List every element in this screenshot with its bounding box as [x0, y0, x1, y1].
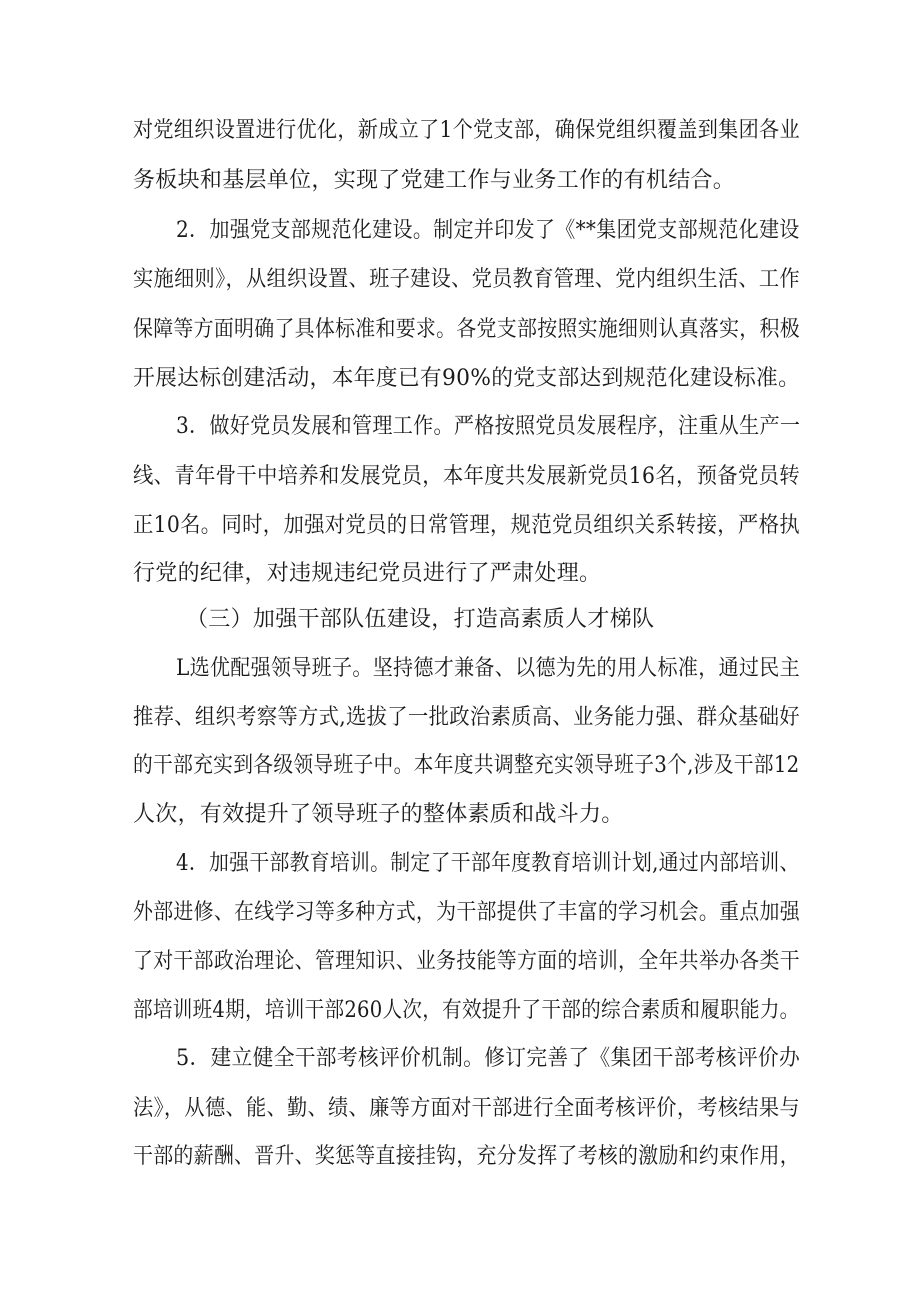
- paragraph-line: 部培训班4期，培训干部260人次，有效提升了干部的综合素质和履职能力。: [133, 998, 800, 1023]
- paragraph-line: L选优配强领导班子。坚持德才兼备、以德为先的用人标准，通过民主: [176, 656, 800, 681]
- section-heading: （三）加强干部队伍建设，打造高素质人才梯队: [186, 607, 655, 632]
- paragraph-line: 行党的纪律，对违规违纪党员进行了严肃处理。: [133, 561, 602, 586]
- paragraph-line: 3．做好党员发展和管理工作。严格按照党员发展程序，注重从生产一: [176, 414, 801, 439]
- paragraph-line: 实施细则》，从组织设置、班子建设、党员教育管理、党内组织生活、工作: [133, 267, 800, 292]
- paragraph-line: 的干部充实到各级领导班子中。本年度共调整充实领导班子3个,涉及干部12: [133, 753, 800, 778]
- paragraph-line: 5．建立健全干部考核评价机制。修订完善了《集团干部考核评价办: [176, 1046, 800, 1071]
- paragraph-line: 推荐、组织考察等方式,选拔了一批政治素质高、业务能力强、群众基础好: [133, 705, 800, 730]
- paragraph-line: 保障等方面明确了具体标准和要求。各党支部按照实施细则认真落实，积极: [133, 317, 800, 342]
- paragraph-line: 法》，从德、能、勤、绩、廉等方面对干部进行全面考核评价，考核结果与: [133, 1096, 800, 1121]
- paragraph-line: 了对干部政治理论、管理知识、业务技能等方面的培训，全年共举办各类干: [133, 949, 800, 974]
- paragraph-line: 线、青年骨干中培养和发展党员，本年度共发展新党员16名，预备党员转: [133, 464, 800, 489]
- paragraph-line: 2．加强党支部规范化建设。制定并印发了《**集团党支部规范化建设: [176, 218, 800, 243]
- paragraph-line: 干部的薪酬、晋升、奖惩等直接挂钩，充分发挥了考核的激励和约束作用，: [133, 1144, 800, 1169]
- paragraph-line: 务板块和基层单位，实现了党建工作与业务工作的有机结合。: [133, 168, 736, 193]
- paragraph-line: 4．加强干部教育培训。制定了干部年度教育培训计划,通过内部培训、: [176, 851, 800, 876]
- paragraph-line: 人次，有效提升了领导班子的整体素质和战斗力。: [133, 802, 624, 827]
- paragraph-line: 外部进修、在线学习等多种方式，为干部提供了丰富的学习机会。重点加强: [133, 900, 800, 925]
- paragraph-line: 开展达标创建活动，本年度已有90%的党支部达到规范化建设标准。: [133, 366, 801, 391]
- paragraph-line: 对党组织设置进行优化，新成立了1个党支部，确保党组织覆盖到集团各业: [133, 118, 800, 143]
- paragraph-line: 正10名。同时，加强对党员的日常管理，规范党员组织关系转接，严格执: [133, 513, 800, 538]
